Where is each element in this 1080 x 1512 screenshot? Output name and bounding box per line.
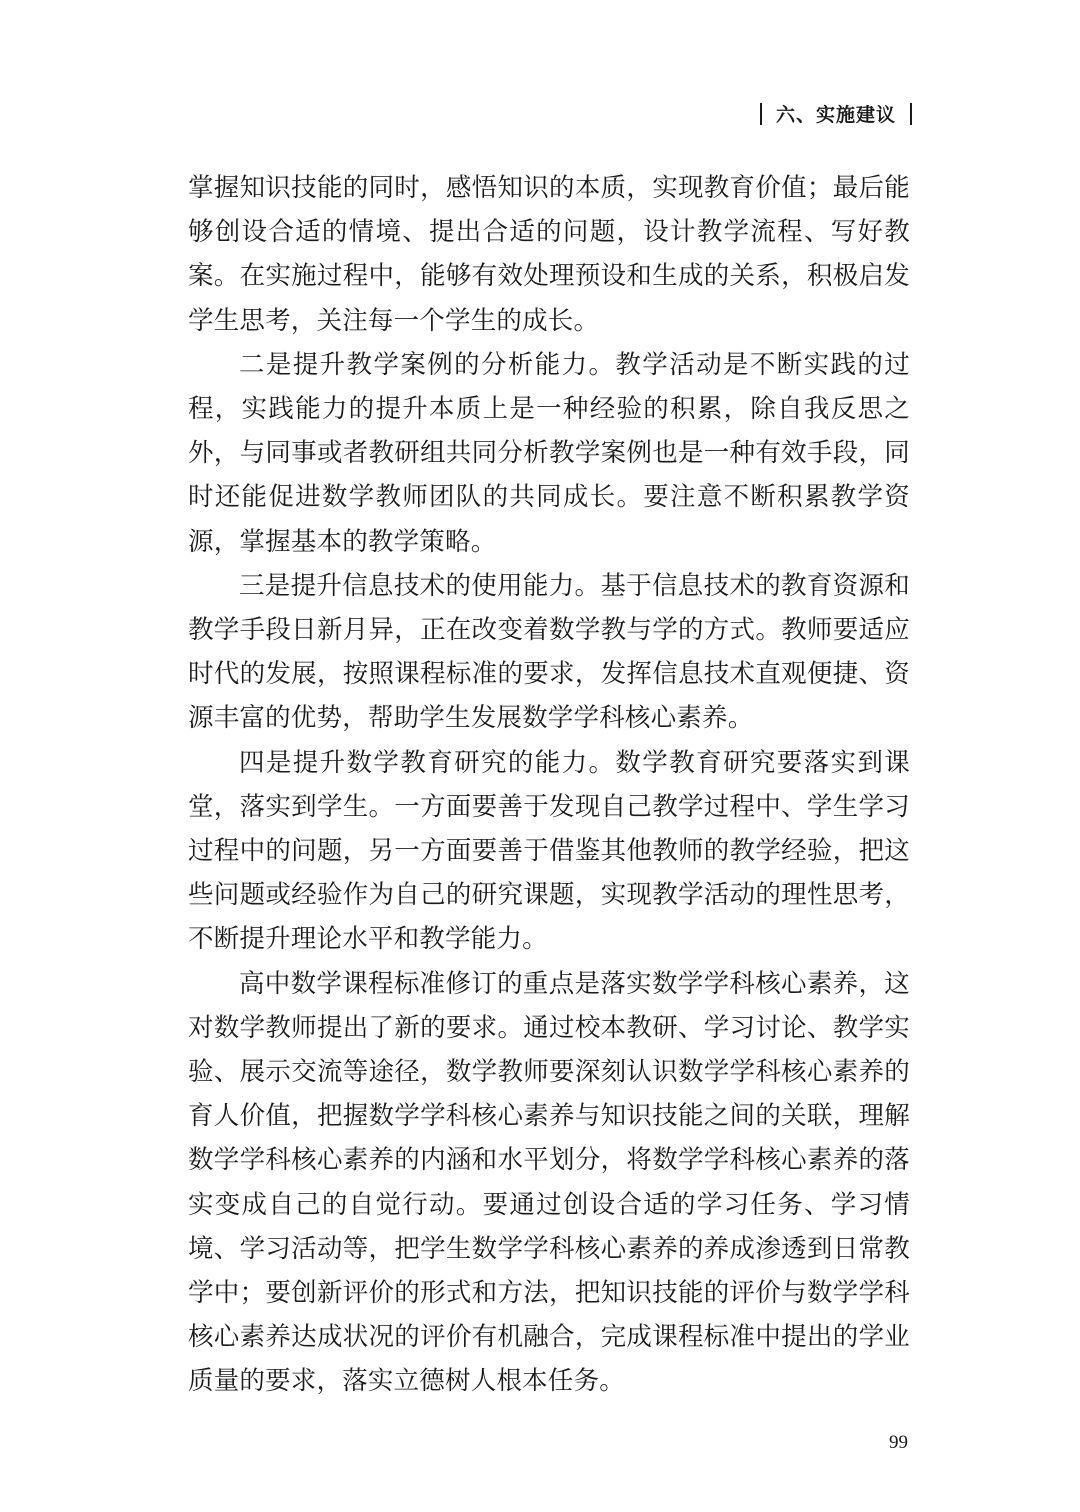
running-header	[760, 100, 912, 127]
paragraph-5: 高中数学课程标准修订的重点是落实数学学科核心素养，这对数学教师提出了新的要求。通过校本教研、学习讨论、教学实验、展示交流等途径，数学教师要深刻认识数学学科核心素养的育人价值，把握数学学科核心素养与知识技能之间的关联，理解数学学科核心素养的内涵和水平划分，将数学学科核心素养的落实变成自己的自觉行动。要通过创设合适的学习任务、学习情境、学习活动等，把学生数学学科核心素养的养成渗透到日常教学中；要创新评价的形式和方法，把知识技能的评价与数学学科核心素养达成状况的评价有机融合，完成课程标准中提出的学业质量的要求，落实立德树人根本任务。	[188, 968, 910, 1397]
page-number: 99	[889, 1432, 908, 1453]
paragraph-1: 掌握知识技能的同时，感悟知识的本质，实现教育价值；最后能够创设合适的情境、提出合适的问题，设计教学流程、写好教案。在实施过程中，能够有效处理预设和生成的关系，积极启发学生思考，关注每一个学生的成长。	[188, 173, 910, 336]
paragraph-4: 四是提升数学教育研究的能力。数学教育研究要落实到课堂，落实到学生。一方面要善于发现自己教学过程中、学生学习过程中的问题，另一方面要善于借鉴其他教师的教学经验，把这些问题或经验作为自己的研究课题，实现教学活动的理性思考，不断提升理论水平和教学能力。	[188, 747, 910, 955]
paragraph-2: 二是提升教学案例的分析能力。教学活动是不断实践的过程，实践能力的提升本质上是一种经验的积累，除自我反思之外，与同事或者教研组共同分析教学案例也是一种有效手段，同时还能促进数学教师团队的共同成长。要注意不断积累教学资源，掌握基本的教学策略。	[188, 349, 910, 557]
paragraph-3: 三是提升信息技术的使用能力。基于信息技术的教育资源和教学手段日新月异，正在改变着数学教与学的方式。教师要适应时代的发展，按照课程标准的要求，发挥信息技术直观便捷、资源丰富的优势，帮助学生发展数学学科核心素养。	[188, 570, 910, 734]
body-text	[188, 166, 910, 1404]
header-divider-right	[910, 103, 912, 125]
section-title: 六、实施建议	[775, 104, 896, 126]
header-divider-left	[760, 103, 762, 125]
